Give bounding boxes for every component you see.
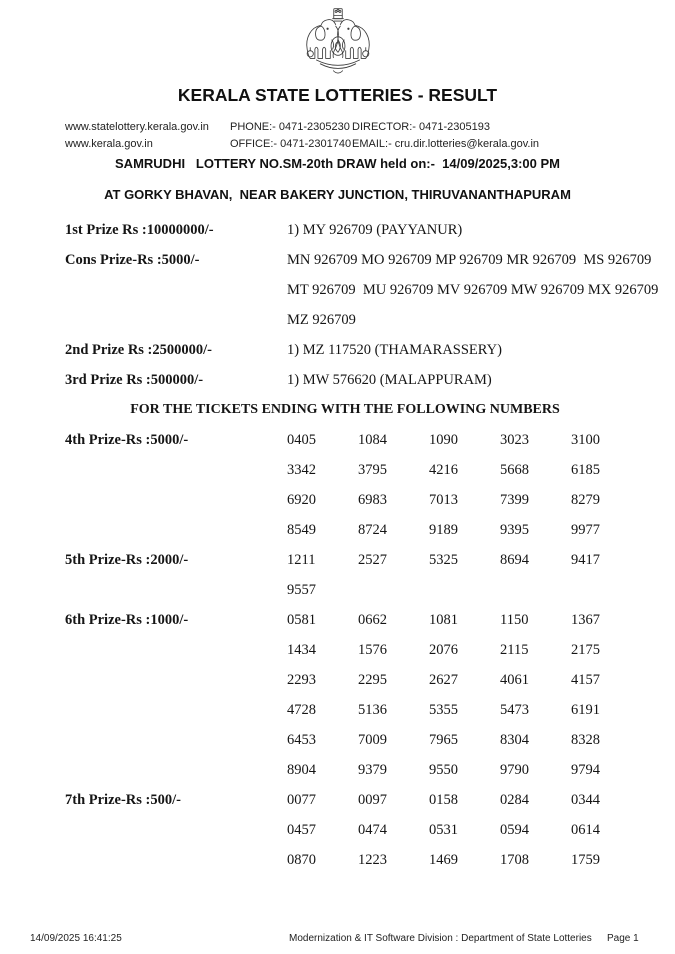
prize-row — [65, 732, 675, 762]
ending-prize-list — [65, 432, 675, 882]
ticket-number: 0662 — [358, 612, 387, 628]
ticket-number: 6920 — [287, 492, 316, 508]
ticket-number: 3100 — [571, 432, 600, 448]
prize-label: 2nd Prize Rs :2500000/- — [65, 342, 212, 358]
ticket-number: 5473 — [500, 702, 529, 718]
kerala-state-emblem — [299, 6, 377, 80]
ticket-number: 0531 — [429, 822, 458, 838]
ticket-number: 2627 — [429, 672, 458, 688]
ticket-number: 9379 — [358, 762, 387, 778]
ticket-number: 0614 — [571, 822, 600, 838]
ticket-number: 5325 — [429, 552, 458, 568]
ticket-number: 5668 — [500, 462, 529, 478]
ticket-number: 0474 — [358, 822, 387, 838]
prize-winning-number: 1) MY 926709 (PAYYANUR) — [287, 222, 463, 238]
prize-row — [65, 492, 675, 522]
prize-row — [65, 672, 675, 702]
ticket-number: 2293 — [287, 672, 316, 688]
ticket-number: 4216 — [429, 462, 458, 478]
ticket-number: 1367 — [571, 612, 600, 628]
prize-row — [65, 762, 675, 792]
footer-division: Modernization & IT Software Division : Department of State Lotteries — [289, 933, 592, 944]
prize-label: 7th Prize-Rs :500/- — [65, 792, 181, 808]
prize-label: 4th Prize-Rs :5000/- — [65, 432, 189, 448]
ticket-number: 0097 — [358, 792, 387, 808]
ticket-number: 0405 — [287, 432, 316, 448]
prize-row — [65, 222, 675, 252]
prize-row — [65, 822, 675, 852]
prize-winning-number: MZ 926709 — [287, 312, 356, 328]
ticket-number: 9794 — [571, 762, 600, 778]
ticket-number: 1084 — [358, 432, 387, 448]
prize-row — [65, 582, 675, 612]
ticket-number: 2295 — [358, 672, 387, 688]
ticket-number: 6983 — [358, 492, 387, 508]
ticket-number: 0870 — [287, 852, 316, 868]
ticket-number: 7965 — [429, 732, 458, 748]
ticket-number: 0077 — [287, 792, 316, 808]
ticket-number: 9977 — [571, 522, 600, 538]
ticket-number: 7009 — [358, 732, 387, 748]
prize-label: 6th Prize-Rs :1000/- — [65, 612, 189, 628]
office-number: OFFICE:- 0471-2301740 — [230, 138, 352, 150]
ticket-number: 7399 — [500, 492, 529, 508]
prize-row — [65, 522, 675, 552]
prize-row — [65, 432, 675, 462]
ticket-number: 8304 — [500, 732, 529, 748]
prize-row — [65, 312, 675, 342]
ticket-number: 0158 — [429, 792, 458, 808]
prize-row — [65, 462, 675, 492]
prize-winning-number: MN 926709 MO 926709 MP 926709 MR 926709 MS 926709 — [287, 252, 652, 268]
prize-label: Cons Prize-Rs :5000/- — [65, 252, 200, 268]
ticket-number: 1708 — [500, 852, 529, 868]
ticket-number: 1576 — [358, 642, 387, 658]
ticket-number: 4728 — [287, 702, 316, 718]
ticket-number: 6185 — [571, 462, 600, 478]
ticket-number: 0344 — [571, 792, 600, 808]
prize-winning-number: MT 926709 MU 926709 MV 926709 MW 926709 MX 926709 — [287, 282, 659, 298]
ticket-number: 1211 — [287, 552, 316, 568]
ticket-number: 8279 — [571, 492, 600, 508]
ticket-number: 2076 — [429, 642, 458, 658]
prize-row — [65, 372, 675, 402]
ticket-number: 1090 — [429, 432, 458, 448]
ticket-number: 0457 — [287, 822, 316, 838]
ticket-number: 4157 — [571, 672, 600, 688]
ticket-number: 5355 — [429, 702, 458, 718]
ticket-number: 1759 — [571, 852, 600, 868]
ticket-number: 2527 — [358, 552, 387, 568]
ticket-number: 3342 — [287, 462, 316, 478]
ticket-number: 8549 — [287, 522, 316, 538]
ticket-number: 1223 — [358, 852, 387, 868]
ticket-number: 0594 — [500, 822, 529, 838]
footer-page-number: Page 1 — [607, 933, 639, 944]
prize-row — [65, 642, 675, 672]
ticket-number: 2115 — [500, 642, 529, 658]
ticket-number: 2175 — [571, 642, 600, 658]
ticket-number: 1081 — [429, 612, 458, 628]
ticket-number: 3795 — [358, 462, 387, 478]
prize-row — [65, 252, 675, 282]
ticket-number: 0284 — [500, 792, 529, 808]
ticket-number: 8694 — [500, 552, 529, 568]
ticket-number: 4061 — [500, 672, 529, 688]
prize-label: 3rd Prize Rs :500000/- — [65, 372, 204, 388]
venue-line: AT GORKY BHAVAN, NEAR BAKERY JUNCTION, THIRUVANANTHAPURAM — [104, 187, 571, 202]
prize-row — [65, 342, 675, 372]
ticket-number: 8724 — [358, 522, 387, 538]
prize-row — [65, 852, 675, 882]
ticket-number: 0581 — [287, 612, 316, 628]
prize-row — [65, 552, 675, 582]
ticket-number: 6453 — [287, 732, 316, 748]
ticket-number: 9417 — [571, 552, 600, 568]
ticket-number: 9189 — [429, 522, 458, 538]
prize-row — [65, 702, 675, 732]
director-number: DIRECTOR:- 0471-2305193 — [352, 121, 490, 133]
ticket-number: 9790 — [500, 762, 529, 778]
phone-number: PHONE:- 0471-2305230 — [230, 121, 350, 133]
prize-row — [65, 792, 675, 822]
prize-winning-number: 1) MW 576620 (MALAPPURAM) — [287, 372, 492, 388]
website-statelottery: www.statelottery.kerala.gov.in — [65, 121, 209, 133]
page-title: KERALA STATE LOTTERIES - RESULT — [177, 85, 498, 105]
website-kerala: www.kerala.gov.in — [65, 138, 153, 150]
ticket-number: 5136 — [358, 702, 387, 718]
results-body — [65, 222, 675, 882]
ticket-number: 1150 — [500, 612, 529, 628]
email-address: EMAIL:- cru.dir.lotteries@kerala.gov.in — [352, 138, 540, 150]
ticket-number: 8904 — [287, 762, 316, 778]
ticket-number: 8328 — [571, 732, 600, 748]
prize-row — [65, 282, 675, 312]
ticket-number: 1434 — [287, 642, 316, 658]
ticket-number: 9557 — [287, 582, 316, 598]
prize-row — [65, 612, 675, 642]
footer-timestamp: 14/09/2025 16:41:25 — [30, 933, 122, 944]
prize-list — [65, 222, 675, 402]
prize-label: 1st Prize Rs :10000000/- — [65, 222, 214, 238]
ticket-number: 3023 — [500, 432, 529, 448]
ticket-number: 7013 — [429, 492, 458, 508]
prize-winning-number: 1) MZ 117520 (THAMARASSERY) — [287, 342, 502, 358]
ticket-number: 1469 — [429, 852, 458, 868]
draw-info-line: SAMRUDHI LOTTERY NO.SM-20th DRAW held on:- 14/09/2025,3:00 PM — [115, 156, 560, 171]
ticket-number: 9550 — [429, 762, 458, 778]
prize-label: 5th Prize-Rs :2000/- — [65, 552, 189, 568]
ticket-number: 9395 — [500, 522, 529, 538]
ticket-number: 6191 — [571, 702, 600, 718]
section-heading: FOR THE TICKETS ENDING WITH THE FOLLOWING NUMBERS — [130, 402, 560, 417]
